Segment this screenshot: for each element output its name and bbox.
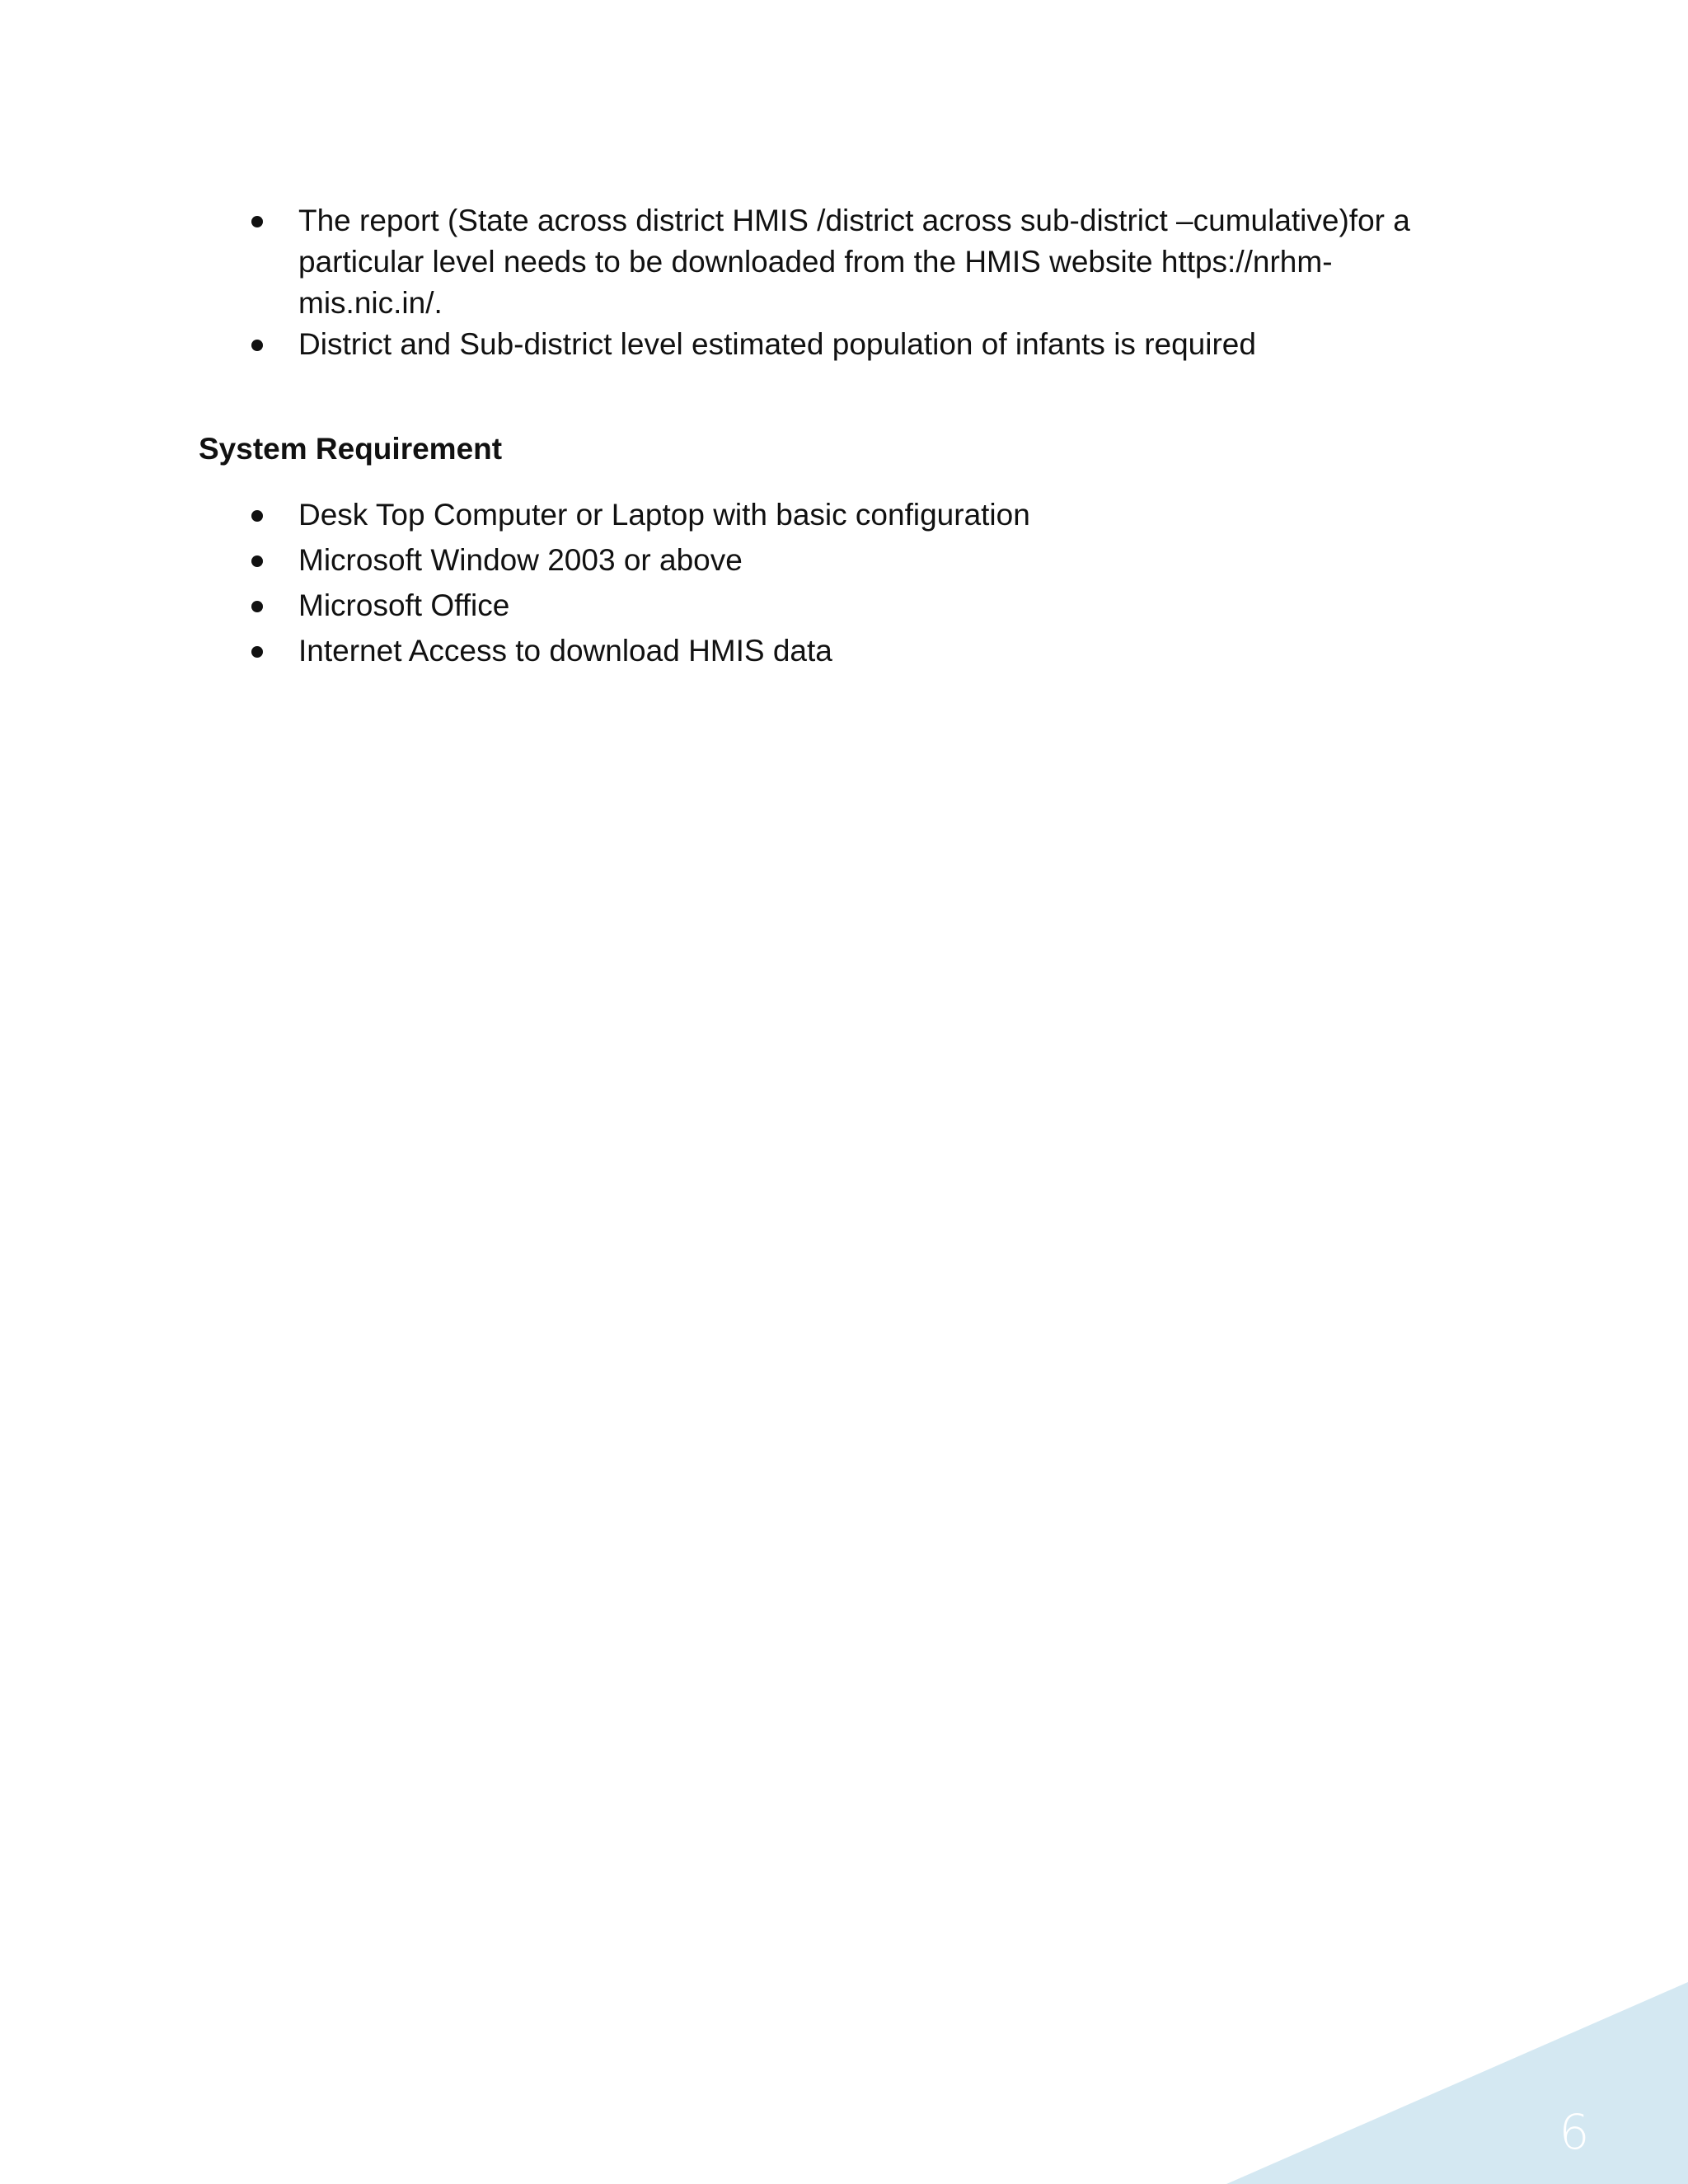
page-number: 6 [1559, 2104, 1590, 2160]
bullet-text: District and Sub-district level estimated population of infants is required [298, 327, 1256, 361]
bullet-text: The report (State across district HMIS /district across sub-district –cumulative)for a particular level needs to be downloaded from the HMIS website https://nrhm-mis.nic.in/. [298, 204, 1410, 320]
bullet-text: Microsoft Window 2003 or above [298, 543, 743, 577]
corner-triangle [1226, 1982, 1688, 2184]
bullet-text: Microsoft Office [298, 588, 510, 622]
section-heading: System Requirement [199, 432, 503, 466]
bullet-text: Internet Access to download HMIS data [298, 634, 832, 668]
bullet-text: Desk Top Computer or Laptop with basic configuration [298, 498, 1030, 532]
